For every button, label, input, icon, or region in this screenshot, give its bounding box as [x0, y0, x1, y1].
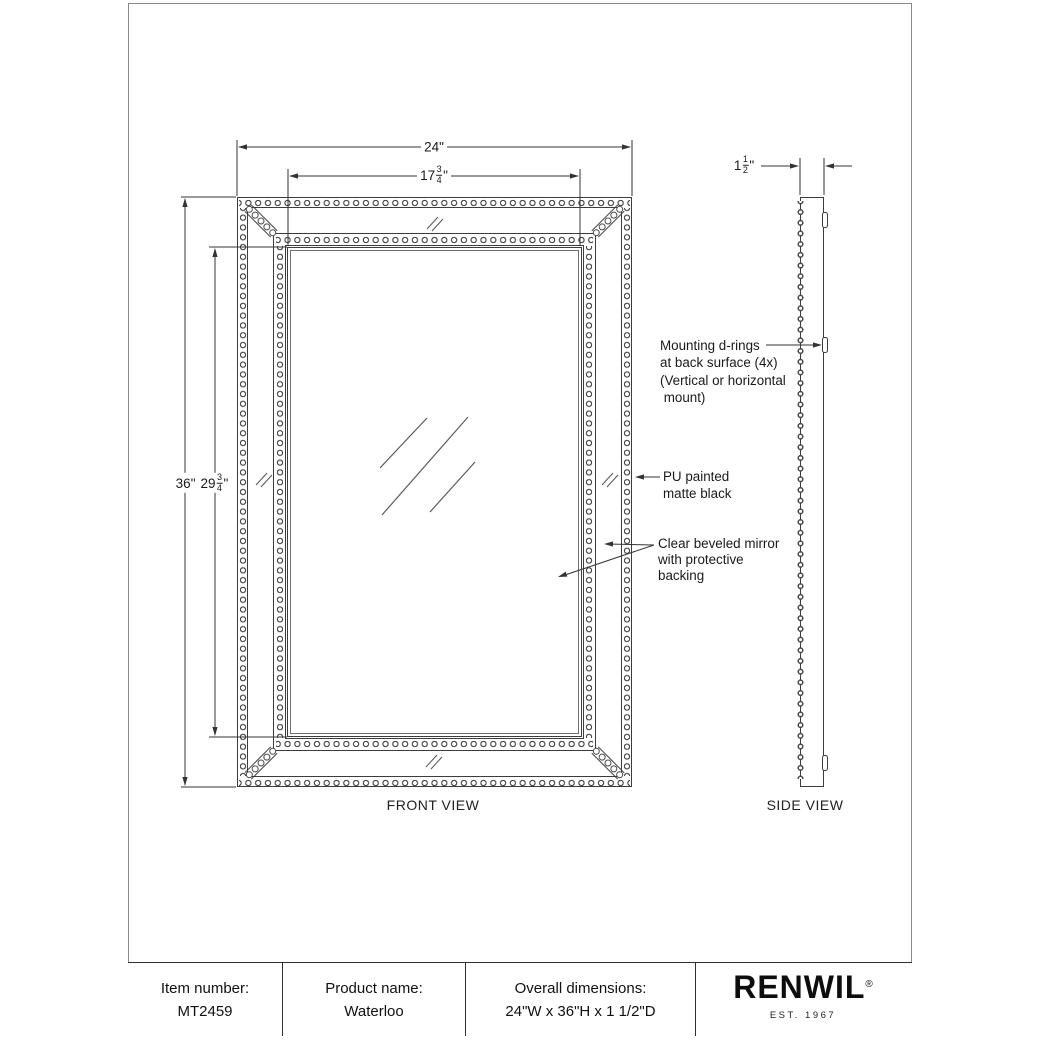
- side-profile-rect: [800, 197, 824, 787]
- brand-established: EST. 1967: [769, 1010, 837, 1021]
- outer-bead-strip-right: [623, 208, 631, 776]
- item-number-value: MT2459: [177, 1002, 233, 1020]
- dim-depth: 1 $\frac{1}{2}$ ": [731, 155, 757, 175]
- title-cell-brand: [695, 963, 910, 1036]
- registered-trademark-icon: ®: [865, 979, 873, 990]
- dim-overall-width: 24 ": [421, 140, 447, 155]
- overall-dimensions-value: 24"W x 36"H x 1 1/2"D: [505, 1002, 656, 1020]
- annotation-mounting: Mounting d-rings at back surface (4x) (Vertical or horizontal mount): [660, 338, 786, 406]
- dim-overall-height-value: 36: [175, 475, 191, 491]
- title-block: [128, 962, 912, 1036]
- d-ring-top: [822, 212, 828, 228]
- annotation-mirror: Clear beveled mirror with protective backing: [658, 536, 780, 583]
- fraction: $\frac{3}{4}$: [217, 471, 223, 493]
- annotation-finish: PU painted matte black: [663, 469, 732, 501]
- dim-mirror-width: 17 $\frac{3}{4}$ ": [417, 165, 451, 185]
- overall-dimensions-label: Overall dimensions:: [514, 979, 647, 997]
- fraction: $\frac{3}{4}$: [436, 163, 442, 185]
- product-name-label: Product name:: [325, 979, 423, 997]
- fraction: $\frac{1}{2}$: [742, 153, 748, 175]
- d-ring-bottom: [822, 755, 828, 771]
- front-view-label: FRONT VIEW: [386, 797, 480, 813]
- d-ring-middle: [822, 337, 828, 353]
- inner-bead-strip-bottom: [276, 740, 593, 748]
- side-view-label: SIDE VIEW: [766, 797, 844, 813]
- outer-bead-strip-bottom: [239, 779, 630, 787]
- outer-bead-strip-top: [239, 199, 630, 207]
- brand-name: RENWIL: [733, 969, 866, 1005]
- product-name-value: Waterloo: [344, 1002, 404, 1020]
- title-cell-product: [282, 963, 465, 1036]
- dim-height-group: 36 " 29 $\frac{3}{4}$ ": [173, 473, 232, 493]
- inner-bead-strip-left: [276, 246, 284, 738]
- outer-bead-strip-left: [239, 208, 247, 776]
- dim-mirror-width-value: 17: [420, 167, 436, 183]
- dim-depth-value: 1: [733, 157, 742, 173]
- inner-bead-strip-top: [276, 236, 593, 244]
- side-bead-strip: [797, 201, 804, 779]
- dim-overall-width-value: 24: [424, 139, 440, 155]
- title-cell-dimensions: [465, 963, 695, 1036]
- title-cell-item: [128, 963, 282, 1036]
- mirror-surface: [291, 251, 578, 733]
- brand-logo: [733, 969, 873, 1005]
- inner-bead-strip-right: [585, 246, 593, 738]
- dim-mirror-height-value: 29: [200, 475, 216, 491]
- item-number-label: Item number:: [160, 979, 250, 997]
